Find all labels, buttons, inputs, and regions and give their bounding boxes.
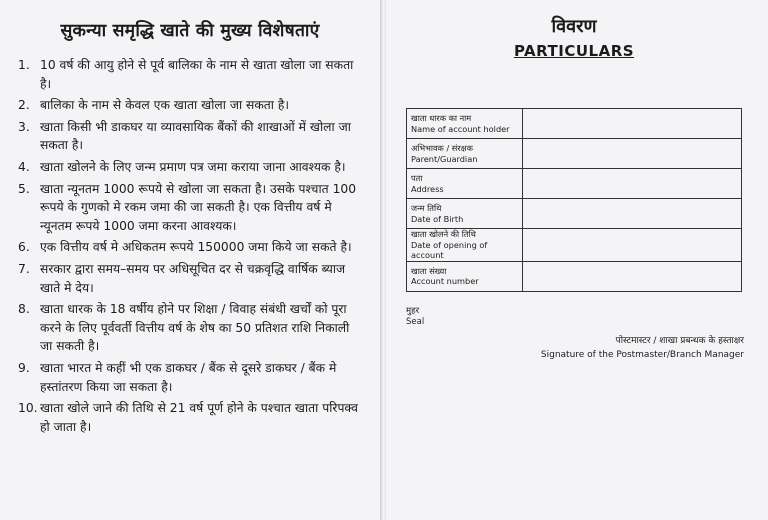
particulars-heading-hindi: विवरण [551,16,597,37]
feature-text: एक वित्तीय वर्ष मे अधिकतम रूपये 150000 जमा किये जा सकते है। [40,240,352,255]
seal-label-hindi: मुहर [406,305,420,316]
feature-item [18,300,362,356]
row-label-hindi: अभिभावक / संरक्षक [411,143,473,153]
opening-date-field[interactable] [522,229,741,262]
particulars-table [406,108,742,292]
row-label [407,199,523,229]
row-label [407,261,523,291]
feature-number: 2. [18,98,30,113]
row-label [407,169,523,199]
right-page [386,0,768,520]
feature-item [18,56,362,93]
row-label-english: Date of Birth [411,213,464,224]
feature-number: 9. [18,360,30,375]
feature-text: खाता खोलने के लिए जन्म प्रमाण पत्र जमा कराया जाना आवश्यक है। [40,159,346,174]
row-label-english: Name of account holder [411,123,510,134]
feature-number: 1. [18,58,30,72]
address-field[interactable] [522,169,741,199]
feature-number: 7. [18,261,30,276]
feature-number: 10. [18,401,38,416]
date-of-birth-field[interactable] [522,199,741,229]
feature-text: खाता किसी भी डाकघर या व्यावसायिक बैंकों की शाखाओं में खोला जा सकता है। [40,119,351,153]
row-label-hindi: जन्म तिथि [411,203,442,213]
account-holder-field[interactable] [522,109,741,139]
feature-text: खाता भारत मे कहीं भी एक डाकघर / बैंक से दूसरे डाकघर / बैंक मे हस्तांतरण किया जा सकता है। [40,360,337,394]
feature-item [18,260,362,297]
table-row [407,169,742,199]
row-label-hindi: खाता संख्या [411,265,447,276]
row-label [407,229,523,262]
guardian-field[interactable] [522,139,741,169]
table-row [407,261,742,291]
table-row [407,199,742,229]
row-label-english: Account number [411,276,479,286]
table-row [407,229,742,262]
feature-text: खाता न्यूनतम 1000 रूपये से खोला जा सकता है। उसके पश्चात 100 रूपये के गुणको मे रकम जमा की जा सकती है। एक वित्तीय वर्ष मे न्यूनतम रूपये 1000 जमा करना आवश्यक। [40,181,357,233]
feature-item [18,118,362,155]
row-label-english: Date of opening of account [411,239,488,260]
feature-number: 6. [18,240,30,255]
seal-label-english: Seal [406,316,425,327]
feature-text: 10 वर्ष की आयु होने से पूर्व बालिका के नाम से खाता खोला जा सकता है। [40,58,354,91]
row-label-english: Address [411,183,444,194]
signature-label-hindi: पोस्टमास्टर / शाखा प्रबन्धक के हस्ताक्षर [615,335,744,346]
feature-item [18,158,362,177]
feature-item [18,399,362,436]
feature-number: 8. [18,302,30,317]
feature-item [18,359,362,396]
feature-text: बालिका के नाम से केवल एक खाता खोला जा सकता है। [40,98,290,113]
feature-text: खाता खोले जाने की तिथि से 21 वर्ष पूर्ण होने के पश्चात खाता परिपक्व हो जाता है। [40,401,358,434]
signature-label-english: Signature of the Postmaster/Branch Manager [540,349,744,360]
feature-text: खाता धारक के 18 वर्षीय होने पर शिक्षा / विवाह संबंधी खर्चों को पूरा करने के लिए पूर्ववर्ती वित्तीय वर्ष के शेष का 50 प्रतिशत राशि निकाली जा सकती है। [40,302,350,354]
row-label-hindi: पता [411,173,423,183]
features-title: सुकन्या समृद्धि खाते की मुख्य विशेषताएं [60,21,320,41]
row-label [407,139,523,169]
feature-text: सरकार द्वारा समय–समय पर अधिसूचित दर से चक्रवृद्धि वार्षिक ब्याज खाते मे देय। [40,261,346,295]
feature-number: 3. [18,119,30,134]
row-label-hindi: खाता खोलने की तिथि [411,229,476,239]
seal-label [406,306,744,328]
feature-item [18,180,362,236]
table-row [407,109,742,139]
row-label [407,109,523,139]
row-label-hindi: खाता धारक का नाम [411,113,472,123]
feature-number: 5. [18,181,30,196]
signature-block [404,334,744,362]
row-label-english: Parent/Guardian [411,153,478,164]
feature-item [18,96,362,115]
left-page [0,0,382,520]
particulars-heading: PARTICULARS [513,42,635,60]
feature-number: 4. [18,159,30,174]
account-number-field[interactable] [522,261,741,291]
features-list [18,56,362,436]
feature-item [18,238,362,257]
table-row [407,139,742,169]
